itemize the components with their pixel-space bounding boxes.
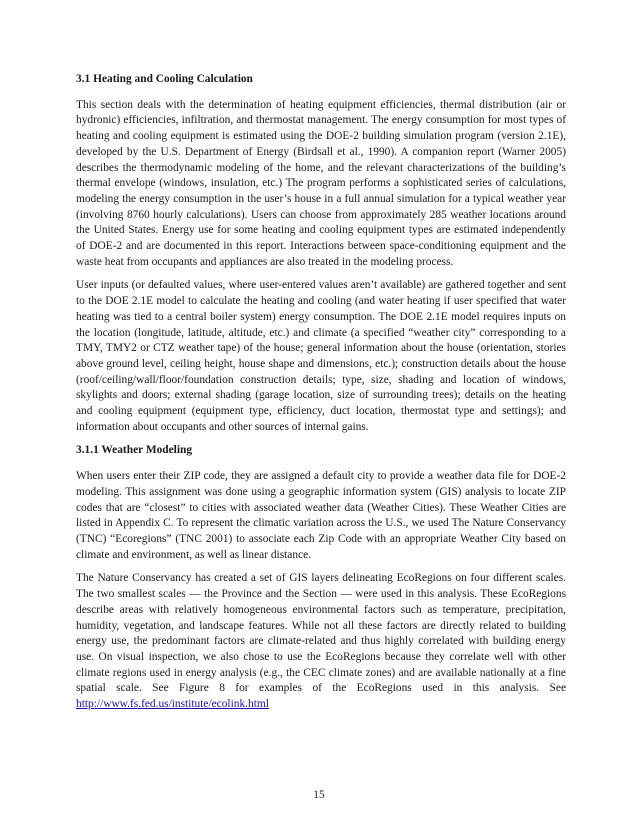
section-heading: 3.1 Heating and Cooling Calculation [76, 73, 253, 85]
subsection-heading: 3.1.1 Weather Modeling [76, 444, 193, 457]
paragraph-user-inputs: User inputs (or defaulted values, where user-entered values aren’t available) are gathered together and sent to the DOE 2.1E model to calculate the heating and cooling (and water heating if user specified that water heating was tied to a central boiler system) energy consumption. The DOE 2.1E model requires inputs on the location (longitude, latitude, altitude, etc.) and climate (a specified “weather city” corresponding to a TMY, TMY2 or CTZ weather tape) of the house; general information about the house (orientation, stories above ground level, ceiling height, house shape and dimensions, etc.); construction details about the house (roof/ceiling/wall/floor/foundation construction details; type, size, shading and location of windows, skylights and doors; external shading (garage location, size of surrounding trees); details on the heating and cooling equipment (equipment type, efficiency, duct location, thermostat type and settings); and information about occupants and other sources of internal gains. [76, 279, 566, 433]
ecolink-url-link[interactable]: http://www.fs.fed.us/institute/ecolink.html [76, 698, 269, 711]
paragraph-ecoregions [76, 571, 566, 712]
paragraph-ecoregions-text: The Nature Conservancy has created a set of GIS layers delineating EcoRegions on four different scales. The two smallest scales — the Province and the Section — were used in this analysis. These EcoRegions describe areas with relatively homogeneous environmental factors such as temperature, precipitation, humidity, vegetation, and landscape features. While not all these factors are directly related to building energy use, the predominant factors are climate-related and thus highly correlated with building energy use. On visual inspection, we also chose to use the EcoRegions because they correlate well with other climate regions used in energy analysis (e.g., the CEC climate zones) and are available nationally at a fine spatial scale. See Figure 8 for examples of the EcoRegions used in this analysis. See [76, 572, 566, 695]
paragraph-zip-weather: When users enter their ZIP code, they are assigned a default city to provide a weather data file for DOE-2 modeling. This assignment was done using a geographic information system (GIS) analysis to locate ZIP codes that are “closest” to cities with associated weather data (Weather Cities). These Weather Cities are listed in Appendix C. To represent the climatic variation across the U.S., we used The Nature Conservancy (TNC) “Ecoregions” (TNC 2001) to associate each Zip Code with an appropriate Weather City based on climate and environment, as well as linear distance. [76, 470, 566, 561]
page-number: 15 [313, 789, 325, 801]
page-content [76, 72, 566, 713]
paragraph-heating-cooling-intro: This section deals with the determination of heating equipment efficiencies, thermal distribution (air or hydronic) efficiencies, infiltration, and thermostat management. The energy consumption for most types of heating and cooling equipment is estimated using the DOE-2 building simulation program (version 2.1E), developed by the U.S. Department of Energy (Birdsall et al., 1990). A companion report (Warner 2005) describes the thermodynamic modeling of the home, and the relevant characterizations of the building’s thermal envelope (windows, insulation, etc.) The program performs a sophisticated series of calculations, modeling the energy consumption in the user’s house in a full annual simulation for a typical weather year (involving 8760 hourly calculations). Users can choose from approximately 285 weather locations around the United States. Energy use for some heating and cooling equipment types are estimated independently of DOE-2 and are documented in this report. Interactions between space-conditioning equipment and the waste heat from occupants and appliances are also treated in the modeling process. [76, 98, 566, 268]
